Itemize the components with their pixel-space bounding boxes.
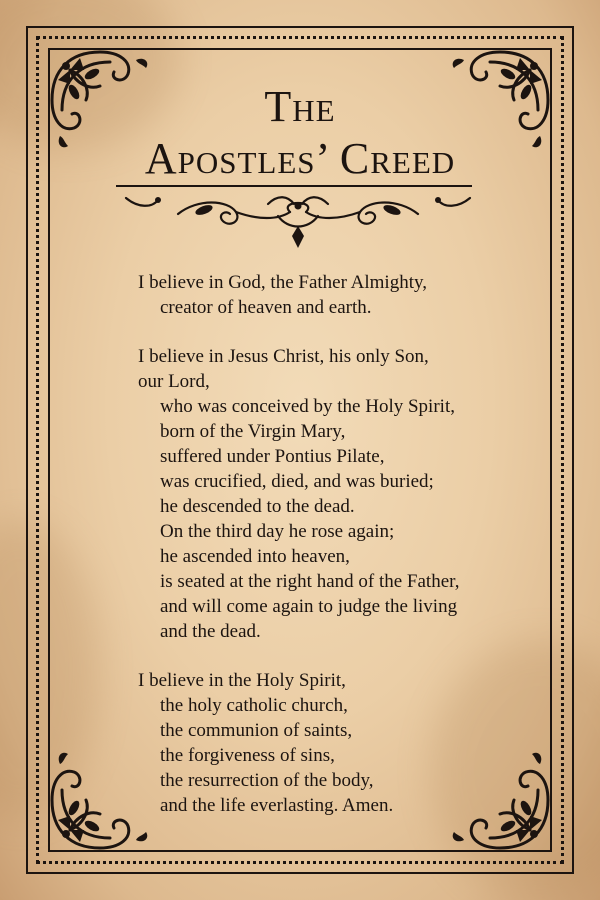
creed-line: and will come again to judge the living <box>160 596 458 617</box>
creed-paragraph <box>138 270 538 320</box>
title-line-2: Apostles’ Creed <box>144 134 456 183</box>
creed-line: and the life everlasting. Amen. <box>160 795 394 816</box>
creed-line: On the third day he rose again; <box>160 521 395 542</box>
creed-line: the communion of saints, <box>160 720 353 741</box>
creed-paragraph <box>138 344 538 644</box>
title-line-1: The <box>264 82 336 131</box>
creed-line: the holy catholic church, <box>160 695 348 716</box>
creed-line: creator of heaven and earth. <box>160 297 372 318</box>
creed-line: I believe in Jesus Christ, his only Son, <box>138 346 429 367</box>
creed-line: born of the Virgin Mary, <box>160 421 346 442</box>
creed-line: I believe in the Holy Spirit, <box>138 670 346 691</box>
creed-line: is seated at the right hand of the Father, <box>160 571 460 592</box>
creed-line: who was conceived by the Holy Spirit, <box>160 396 455 417</box>
creed-line: suffered under Pontius Pilate, <box>160 446 385 467</box>
creed-line: the resurrection of the body, <box>160 770 374 791</box>
creed-line: our Lord, <box>138 371 210 392</box>
flourish-divider-icon <box>118 186 478 256</box>
creed-line: he descended to the dead. <box>160 496 355 517</box>
creed-paragraph <box>138 668 538 818</box>
creed-line: I believe in God, the Father Almighty, <box>138 272 427 293</box>
creed-line: and the dead. <box>160 621 261 642</box>
creed-line: was crucified, died, and was buried; <box>160 471 434 492</box>
creed-line: the forgiveness of sins, <box>160 745 335 766</box>
creed-line: he ascended into heaven, <box>160 546 350 567</box>
creed-text <box>138 270 538 842</box>
